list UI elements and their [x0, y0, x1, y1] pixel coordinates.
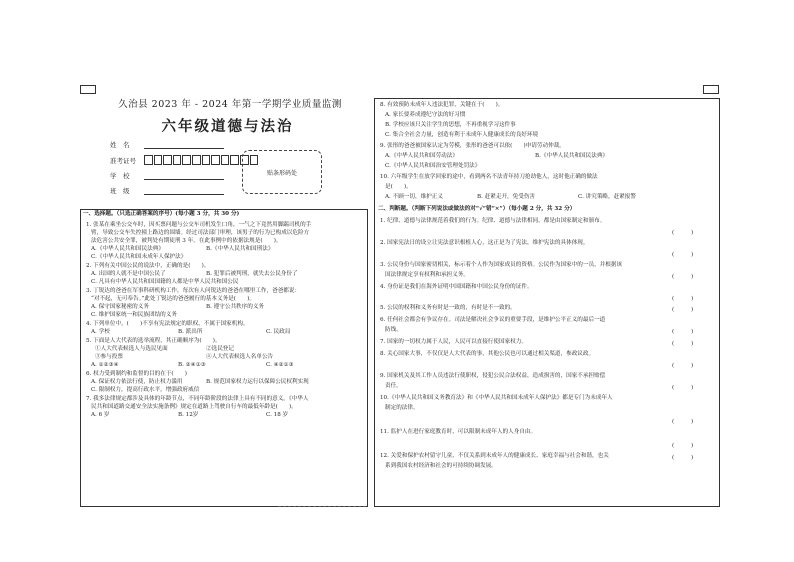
j7-answer[interactable]: ( ) [672, 341, 694, 347]
footer-dashed-rule [278, 506, 366, 507]
q5-opt-b[interactable]: B. ②④①③ [178, 362, 206, 368]
j4-answer[interactable]: ( ) [672, 296, 694, 302]
q5-item-4: ④人大代表候选人名单公告 [206, 354, 274, 360]
j8-answer[interactable]: ( ) [672, 363, 694, 369]
q1-opt-b[interactable]: B.《中华人民共和国刑法》 [206, 246, 274, 252]
q8-opt-a[interactable]: A. 家长要养成遵纪守法的好习惯 [385, 112, 466, 118]
q1-opt-c[interactable]: C.《中华人民共和国未成年人保护法》 [91, 254, 187, 260]
j2-answer[interactable]: ( ) [672, 252, 694, 258]
q9-opt-c[interactable]: C.《中华人民共和国治安管理处罚法》 [385, 163, 481, 169]
subject-title: 六年级道德与法治 [161, 118, 294, 135]
j6-answer[interactable]: ( ) [672, 329, 694, 335]
j4-text: 4. 身份证是我们在海外证明中国国籍和中国公民身份的证件。 [380, 284, 533, 290]
q2-opt-a[interactable]: A. 出国的人就不是中国公民了 [91, 271, 166, 277]
q8-opt-b[interactable]: B. 学校应该只关注学生的思想，不再重视学习这件事 [385, 122, 516, 128]
j11-text: 11. 监护人在进行家庭教育时，可以限制未成年人的人身自由。 [380, 429, 537, 435]
j2-text: 2. 国家宪法日的设立让宪法意识根植人心，这正是为了宪法，维护宪法的具体体现。 [380, 240, 589, 246]
q1-line1: 1. 张某在乘坐公交车时，因买票问题与公交车司机发生口角，一气之下竟然用脚踹司机的手 [86, 222, 312, 228]
school-field[interactable] [144, 171, 224, 180]
q7-line1: 7. 我多法律规定都涉及具体的年龄节点，不同年龄阶段的法律上具有不同的意义。《中华人 [86, 396, 309, 402]
j12-answer[interactable]: ( ) [672, 455, 694, 461]
q7-opt-c[interactable]: C. 18 岁 [266, 412, 289, 418]
q6-opt-a[interactable]: A. 保证权力依法行使，防止权力滥用 [91, 379, 183, 385]
q3-line2: “对不起，无可奉告。”此处丁锐达的爸爸履行的基本义务是( )。 [91, 296, 255, 302]
q8-stem: 8. 有效预防未成年人违法犯罪，关键在于( )。 [380, 102, 504, 108]
q1-line3: 法危害公共安全罪，被判处有期徒刑 3 年。在此事例中的依据法规是( )。 [91, 238, 282, 244]
q3-opt-c[interactable]: C. 维护国家统一和民族团结的义务 [91, 312, 177, 318]
q10-opt-b[interactable]: B. 赶紧走开，免受伤害 [477, 194, 536, 200]
j5-text: 5. 公民的权利和义务有时是一致的，有时是不一致的。 [380, 305, 516, 311]
q3-opt-a[interactable]: A. 保守国家秘密的义务 [91, 304, 149, 310]
j1-answer[interactable]: ( ) [672, 230, 694, 236]
section2-title: 二、判断题。（判断下列说法或做法的对“√”错“×”）（每小题 2 分，共 32 分） [378, 206, 576, 212]
q5-item-1: ①人大代表候选人与选民见面 [95, 346, 168, 352]
barcode-area: 贴条形码处 [242, 150, 322, 194]
j6-line1: 6. 任何社会都会有争议存在。司法是解决社会争议的重要手段，是维护公平正义的最后一道 [380, 317, 606, 323]
name-label: 姓 名 [110, 141, 130, 149]
j6-line2: 防线。 [385, 327, 402, 333]
class-field[interactable] [144, 186, 224, 195]
j9-line2: 责任。 [385, 383, 402, 389]
id-row [110, 155, 259, 165]
q10-line1: 10. 六年级学生在放学回家的途中，看到两名不法青年持刀抢劫他人，这时他正确的做法 [380, 174, 598, 180]
q5-stem: 5. 下面是人大代表的选举流程，其正确顺序为( )。 [86, 338, 221, 344]
j1-text: 1. 纪律、道德与法律规范着我们的行为。纪律、道德与法律相同，都是由国家制定和颁布。 [380, 218, 606, 224]
q1-opt-a[interactable]: A.《中华人民共和国民法典》 [91, 246, 164, 252]
section1-title: 一、选择题。（只选正确答案的序号）(每小题 3 分，共 30 分) [83, 211, 240, 217]
q6-opt-b[interactable]: B. 规范国家权力运行以保障公民权利实现 [206, 379, 309, 385]
j11-answer[interactable]: ( ) [672, 443, 694, 449]
j9-line1: 9. 国家机关及其工作人员违法行使职权，侵犯公民合法权益，造成损害的，国家不承担赔偿 [380, 373, 606, 379]
q9-stem: 9. 张彤的爸爸被国家认定为劳模，张彤的爸爸可以依( )申请劳动仲裁。 [380, 143, 565, 149]
q6-stem: 6. 权力受到制约和监督的目的在于( ) [86, 371, 187, 377]
q5-opt-c[interactable]: C. ④②①③ [266, 362, 294, 368]
q8-opt-c[interactable]: C. 集合全社会力量，创造有利于未成年人健康成长的良好环境 [385, 132, 539, 138]
q4-stem: 4. 下列单位中，( )不享有宪法规定的职权，不属于国家机构。 [86, 321, 249, 327]
j12-line2: 系到我国农村经济和社会的可持续协调发展。 [385, 463, 497, 469]
j8-text: 8. 关心国家大事，不仅仅是人大代表的事，其他公民也可以通过相关渠道，参政议政。 [380, 351, 595, 357]
q4-opt-b[interactable]: B. 派出所 [178, 329, 203, 335]
registration-mark-left [80, 85, 96, 94]
q4-opt-a[interactable]: A. 学校 [91, 329, 110, 335]
q4-opt-c[interactable]: C. 民政局 [266, 329, 291, 335]
q3-line1: 3. 丁锐达的爸爸在军事科研机构工作，每次有人问锐达的爸爸在哪里工作，爸爸都说： [86, 288, 301, 294]
school-row [110, 171, 224, 180]
q7-line2: 民共和国道路交通安全法实施条例》规定在道路上驾驶自行车的最低年龄是( )。 [91, 404, 297, 410]
q5-item-2: ②选民登记 [206, 346, 234, 352]
q2-opt-b[interactable]: B. 犯罪后被判刑，就失去公民身份了 [206, 271, 298, 277]
j10-line1: 10.《中华人民共和国义务教育法》和《中华人民共和国未成年人保护法》都是专门为未成年人 [380, 395, 613, 401]
q10-line2: 是( )。 [385, 184, 412, 190]
id-label: 准考证号 [110, 157, 136, 165]
q3-opt-b[interactable]: B. 遵守公共秩序的义务 [206, 304, 265, 310]
exam-title: 久治县 2023 年 - 2024 年第一学期学业质量监测 [118, 99, 342, 110]
class-label: 班 级 [110, 187, 130, 195]
j7-text: 7. 国家的一切权力属于人民，人民可以直接行使国家权力。 [380, 339, 527, 345]
j12-line1: 12. 关爱和保护农村留守儿童，不仅关系到未成年人的健康成长、家庭幸福与社会和谐，也关 [380, 453, 609, 459]
q1-line2: 臂，导致公交车失控撞上路边的围墙。经过司法部门审理，该男子的行为已构成以危险方 [91, 230, 310, 236]
j3-line2: 国法律规定享有权利和承担义务。 [385, 272, 469, 278]
j5-answer[interactable]: ( ) [672, 307, 694, 313]
q9-opt-a[interactable]: A.《中华人民共和国劳动法》 [385, 153, 458, 159]
q9-opt-b[interactable]: B.《中华人民共和国民法典》 [535, 153, 609, 159]
name-field[interactable] [144, 140, 224, 149]
q10-opt-c[interactable]: C. 讲究策略，赶紧报警 [578, 194, 636, 200]
q7-opt-a[interactable]: A. 6 岁 [91, 412, 110, 418]
q5-opt-a[interactable]: A. ①②③④ [91, 362, 119, 368]
class-row [110, 186, 224, 195]
j9-answer[interactable]: ( ) [672, 385, 694, 391]
q7-opt-b[interactable]: B. 12岁 [178, 412, 199, 418]
q6-opt-c[interactable]: C. 限制权力，提高行政水平，增强政府威信 [91, 387, 200, 393]
q2-stem: 2. 下列有关中国公民的说法中，正确的是( )。 [86, 263, 210, 269]
q5-item-3: ③参与投票 [95, 354, 123, 360]
q10-opt-a[interactable]: A. 不顾一切，维护正义 [385, 194, 443, 200]
j3-line1: 3. 公民身份与国家密切相关，标示着个人作为国家成员的资格。公民作为国家中的一员，并根据该 [380, 262, 623, 268]
registration-mark-right [703, 85, 719, 94]
q2-opt-c[interactable]: C. 凡具有中华人民共和国国籍的人都是中华人民共和国公民 [91, 279, 239, 285]
j10-answer[interactable]: ( ) [672, 419, 694, 425]
school-label: 学 校 [110, 172, 130, 180]
name-row [110, 140, 224, 149]
j3-answer[interactable]: ( ) [672, 274, 694, 280]
j10-line2: 制定的法律。 [385, 405, 419, 411]
